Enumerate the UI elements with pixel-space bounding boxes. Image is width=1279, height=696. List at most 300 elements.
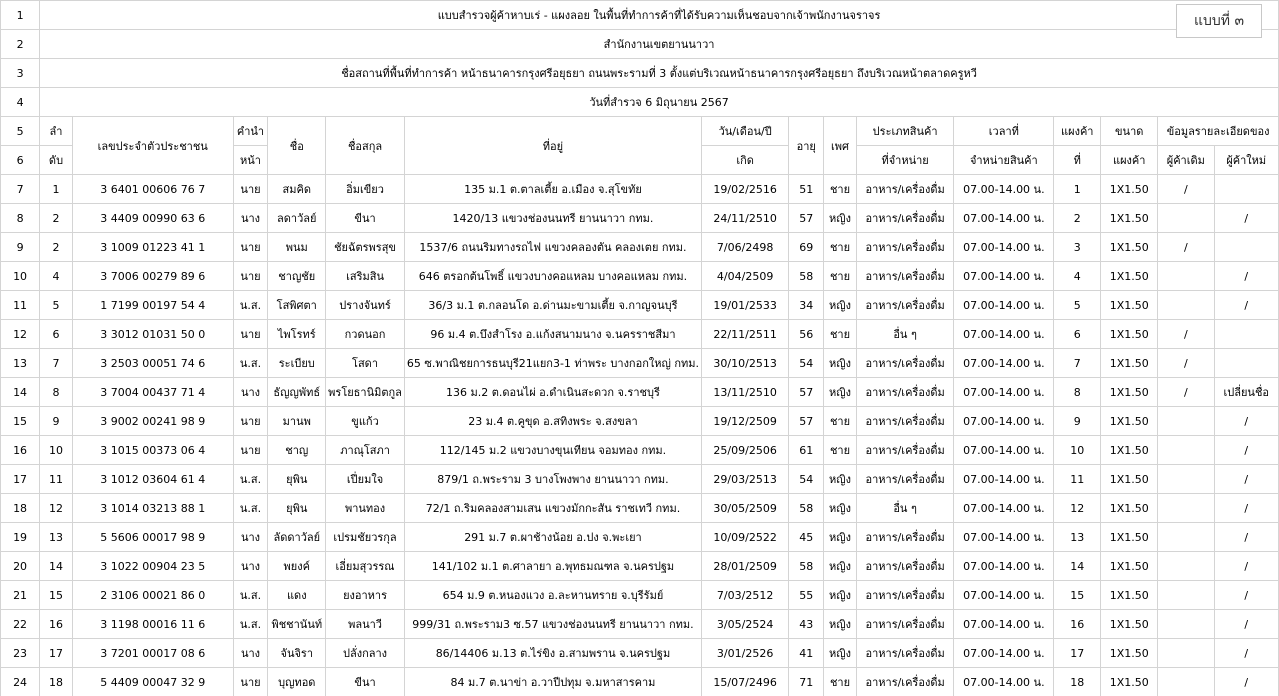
cell-seq[interactable]: 11 — [40, 465, 73, 494]
cell-first[interactable]: บุญทอด — [268, 668, 326, 696]
cell-dob[interactable]: 30/10/2513 — [702, 349, 789, 378]
cell-prefix[interactable]: น.ส. — [233, 465, 268, 494]
cell-time[interactable]: 07.00-14.00 น. — [954, 291, 1054, 320]
cell-address[interactable]: 84 ม.7 ต.นาข่า อ.วาปีปทุม จ.มหาสารคาม — [404, 668, 701, 696]
cell-address[interactable]: 112/145 ม.2 แขวงบางขุนเทียน จอมทอง กทม. — [404, 436, 701, 465]
header-address[interactable]: ที่อยู่ — [404, 117, 701, 175]
cell-address[interactable]: 1537/6 ถนนริมทางรถไฟ แขวงคลองตัน คลองเตย กทม. — [404, 233, 701, 262]
cell-time[interactable]: 07.00-14.00 น. — [954, 639, 1054, 668]
cell-sex[interactable]: หญิง — [824, 523, 856, 552]
cell-prefix[interactable]: นาง — [233, 639, 268, 668]
cell-seq[interactable]: 14 — [40, 552, 73, 581]
cell-new[interactable] — [1214, 233, 1278, 262]
row-header[interactable]: 9 — [1, 233, 40, 262]
row-header[interactable]: 13 — [1, 349, 40, 378]
cell-last[interactable]: อิ่มเขียว — [326, 175, 405, 204]
header-goods-top[interactable]: ประเภทสินค้า — [856, 117, 954, 146]
cell-age[interactable]: 54 — [789, 465, 824, 494]
cell-sex[interactable]: ชาย — [824, 233, 856, 262]
cell-first[interactable]: ลดาวัลย์ — [268, 204, 326, 233]
cell-seq[interactable]: 17 — [40, 639, 73, 668]
cell-size[interactable]: 1X1.50 — [1101, 233, 1158, 262]
cell-id[interactable]: 3 2503 00051 74 6 — [72, 349, 233, 378]
cell-address[interactable]: 654 ม.9 ต.หนองแวง อ.ละหานทราย จ.บุรีรัมย์ — [404, 581, 701, 610]
cell-last[interactable]: พรโยธานิมิตกูล — [326, 378, 405, 407]
cell-new[interactable]: เปลี่ยนชื่อ — [1214, 378, 1278, 407]
header-stall-bottom[interactable]: ที่ — [1054, 146, 1101, 175]
header-last-name[interactable]: ชื่อสกุล — [326, 117, 405, 175]
cell-time[interactable]: 07.00-14.00 น. — [954, 668, 1054, 696]
cell-dob[interactable]: 7/03/2512 — [702, 581, 789, 610]
cell-seq[interactable]: 15 — [40, 581, 73, 610]
cell-dob[interactable]: 7/06/2498 — [702, 233, 789, 262]
cell-old[interactable]: / — [1158, 320, 1214, 349]
cell-sex[interactable]: หญิง — [824, 494, 856, 523]
cell-address[interactable]: 291 ม.7 ต.ผาช้างน้อย อ.ปง จ.พะเยา — [404, 523, 701, 552]
cell-time[interactable]: 07.00-14.00 น. — [954, 494, 1054, 523]
cell-address[interactable]: 96 ม.4 ต.บึงสำโรง อ.แก้งสนามนาง จ.นครราชสีมา — [404, 320, 701, 349]
cell-address[interactable]: 1420/13 แขวงช่องนนทรี ยานนาวา กทม. — [404, 204, 701, 233]
cell-time[interactable]: 07.00-14.00 น. — [954, 233, 1054, 262]
cell-stall[interactable]: 3 — [1054, 233, 1101, 262]
cell-size[interactable]: 1X1.50 — [1101, 668, 1158, 696]
cell-dob[interactable]: 19/01/2533 — [702, 291, 789, 320]
cell-stall[interactable]: 4 — [1054, 262, 1101, 291]
cell-new[interactable] — [1214, 320, 1278, 349]
cell-dob[interactable]: 4/04/2509 — [702, 262, 789, 291]
cell-size[interactable]: 1X1.50 — [1101, 523, 1158, 552]
cell-age[interactable]: 61 — [789, 436, 824, 465]
cell-last[interactable]: ยงอาหาร — [326, 581, 405, 610]
header-time-bottom[interactable]: จำหน่ายสินค้า — [954, 146, 1054, 175]
cell-last[interactable]: พานทอง — [326, 494, 405, 523]
cell-sex[interactable]: ชาย — [824, 436, 856, 465]
cell-first[interactable]: ธัญญพัทธ์ — [268, 378, 326, 407]
cell-seq[interactable]: 8 — [40, 378, 73, 407]
cell-address[interactable]: 879/1 ถ.พระราม 3 บางโพงพาง ยานนาวา กทม. — [404, 465, 701, 494]
cell-size[interactable]: 1X1.50 — [1101, 349, 1158, 378]
cell-prefix[interactable]: นาย — [233, 668, 268, 696]
cell-dob[interactable]: 10/09/2522 — [702, 523, 789, 552]
header-first-name[interactable]: ชื่อ — [268, 117, 326, 175]
cell-id[interactable]: 2 3106 00021 86 0 — [72, 581, 233, 610]
header-size-top[interactable]: ขนาด — [1101, 117, 1158, 146]
row-header[interactable]: 14 — [1, 378, 40, 407]
cell-time[interactable]: 07.00-14.00 น. — [954, 552, 1054, 581]
row-header[interactable]: 21 — [1, 581, 40, 610]
cell-dob[interactable]: 3/05/2524 — [702, 610, 789, 639]
cell-new[interactable]: / — [1214, 436, 1278, 465]
cell-id[interactable]: 3 7201 00017 08 6 — [72, 639, 233, 668]
cell-stall[interactable]: 2 — [1054, 204, 1101, 233]
cell-time[interactable]: 07.00-14.00 น. — [954, 349, 1054, 378]
header-goods-bottom[interactable]: ที่จำหน่าย — [856, 146, 954, 175]
cell-first[interactable]: แดง — [268, 581, 326, 610]
cell-id[interactable]: 3 7006 00279 89 6 — [72, 262, 233, 291]
cell-new[interactable]: / — [1214, 610, 1278, 639]
cell-stall[interactable]: 6 — [1054, 320, 1101, 349]
row-header[interactable]: 7 — [1, 175, 40, 204]
cell-first[interactable]: ระเบียบ — [268, 349, 326, 378]
cell-prefix[interactable]: น.ส. — [233, 494, 268, 523]
cell-stall[interactable]: 7 — [1054, 349, 1101, 378]
cell-age[interactable]: 43 — [789, 610, 824, 639]
header-new-vendor[interactable]: ผู้ค้าใหม่ — [1214, 146, 1278, 175]
cell-first[interactable]: จันจิรา — [268, 639, 326, 668]
cell-new[interactable]: / — [1214, 291, 1278, 320]
cell-goods[interactable]: อาหาร/เครื่องดื่ม — [856, 175, 954, 204]
cell-old[interactable] — [1158, 407, 1214, 436]
header-prefix-top[interactable]: คำนำ — [233, 117, 268, 146]
cell-prefix[interactable]: น.ส. — [233, 610, 268, 639]
cell-last[interactable]: เปรมชัยวรกุล — [326, 523, 405, 552]
cell-address[interactable]: 86/14406 ม.13 ต.ไร่ขิง อ.สามพราน จ.นครปฐม — [404, 639, 701, 668]
header-old-vendor[interactable]: ผู้ค้าเดิม — [1158, 146, 1214, 175]
cell-id[interactable]: 3 1015 00373 06 4 — [72, 436, 233, 465]
cell-first[interactable]: โสพิศตา — [268, 291, 326, 320]
cell-sex[interactable]: ชาย — [824, 407, 856, 436]
cell-id[interactable]: 3 1012 03604 61 4 — [72, 465, 233, 494]
cell-prefix[interactable]: น.ส. — [233, 291, 268, 320]
cell-last[interactable]: พลนาวี — [326, 610, 405, 639]
cell-size[interactable]: 1X1.50 — [1101, 204, 1158, 233]
cell-size[interactable]: 1X1.50 — [1101, 407, 1158, 436]
cell-old[interactable] — [1158, 552, 1214, 581]
cell-new[interactable]: / — [1214, 262, 1278, 291]
cell-seq[interactable]: 12 — [40, 494, 73, 523]
cell-last[interactable]: ขีนา — [326, 668, 405, 696]
header-detail-top[interactable]: ข้อมูลรายละเอียดของ — [1158, 117, 1279, 146]
cell-first[interactable]: ยุพิน — [268, 494, 326, 523]
cell-last[interactable]: เสริมสิน — [326, 262, 405, 291]
cell-seq[interactable]: 7 — [40, 349, 73, 378]
cell-first[interactable]: ชาญชัย — [268, 262, 326, 291]
cell-last[interactable]: ปลั่งกลาง — [326, 639, 405, 668]
cell-seq[interactable]: 10 — [40, 436, 73, 465]
cell-address[interactable]: 65 ซ.พาณิชยการธนบุรี21แยก3-1 ท่าพระ บางกอกใหญ่ กทม. — [404, 349, 701, 378]
cell-size[interactable]: 1X1.50 — [1101, 175, 1158, 204]
cell-sex[interactable]: หญิง — [824, 378, 856, 407]
cell-old[interactable] — [1158, 262, 1214, 291]
cell-stall[interactable]: 14 — [1054, 552, 1101, 581]
cell-time[interactable]: 07.00-14.00 น. — [954, 175, 1054, 204]
cell-new[interactable]: / — [1214, 668, 1278, 696]
cell-dob[interactable]: 22/11/2511 — [702, 320, 789, 349]
cell-new[interactable]: / — [1214, 204, 1278, 233]
row-header[interactable]: 4 — [1, 88, 40, 117]
cell-time[interactable]: 07.00-14.00 น. — [954, 407, 1054, 436]
cell-stall[interactable]: 16 — [1054, 610, 1101, 639]
cell-prefix[interactable]: น.ส. — [233, 349, 268, 378]
cell-first[interactable]: ลัดดาวัลย์ — [268, 523, 326, 552]
row-header[interactable]: 3 — [1, 59, 40, 88]
cell-stall[interactable]: 12 — [1054, 494, 1101, 523]
cell-age[interactable]: 55 — [789, 581, 824, 610]
cell-sex[interactable]: ชาย — [824, 262, 856, 291]
title-cell[interactable]: ชื่อสถานที่พื้นที่ทำการค้า หน้าธนาคารกรุงศรีอยุธยา ถนนพระรามที่ 3 ตั้งแต่บริเวณหน้าธนาคารกรุงศรีอยุธยา ถึงบริเวณหน้าตลาดครูหวี — [40, 59, 1279, 88]
cell-size[interactable]: 1X1.50 — [1101, 320, 1158, 349]
cell-first[interactable]: ยุพิน — [268, 465, 326, 494]
row-header[interactable]: 18 — [1, 494, 40, 523]
cell-address[interactable]: 999/31 ถ.พระราม3 ซ.57 แขวงช่องนนทรี ยานนาวา กทม. — [404, 610, 701, 639]
cell-seq[interactable]: 9 — [40, 407, 73, 436]
cell-age[interactable]: 58 — [789, 262, 824, 291]
cell-dob[interactable]: 13/11/2510 — [702, 378, 789, 407]
cell-last[interactable]: โสดา — [326, 349, 405, 378]
cell-age[interactable]: 34 — [789, 291, 824, 320]
cell-goods[interactable]: อาหาร/เครื่องดื่ม — [856, 233, 954, 262]
cell-new[interactable]: / — [1214, 407, 1278, 436]
cell-dob[interactable]: 19/02/2516 — [702, 175, 789, 204]
cell-time[interactable]: 07.00-14.00 น. — [954, 581, 1054, 610]
cell-old[interactable] — [1158, 639, 1214, 668]
cell-time[interactable]: 07.00-14.00 น. — [954, 465, 1054, 494]
cell-first[interactable]: มานพ — [268, 407, 326, 436]
cell-size[interactable]: 1X1.50 — [1101, 378, 1158, 407]
cell-sex[interactable]: หญิง — [824, 349, 856, 378]
cell-id[interactable]: 3 7004 00437 71 4 — [72, 378, 233, 407]
cell-sex[interactable]: หญิง — [824, 204, 856, 233]
row-header[interactable]: 6 — [1, 146, 40, 175]
cell-dob[interactable]: 28/01/2509 — [702, 552, 789, 581]
cell-age[interactable]: 57 — [789, 407, 824, 436]
cell-size[interactable]: 1X1.50 — [1101, 262, 1158, 291]
cell-size[interactable]: 1X1.50 — [1101, 639, 1158, 668]
cell-time[interactable]: 07.00-14.00 น. — [954, 320, 1054, 349]
cell-goods[interactable]: อาหาร/เครื่องดื่ม — [856, 291, 954, 320]
cell-goods[interactable]: อาหาร/เครื่องดื่ม — [856, 523, 954, 552]
cell-prefix[interactable]: นาย — [233, 262, 268, 291]
cell-prefix[interactable]: นาง — [233, 378, 268, 407]
cell-prefix[interactable]: นาง — [233, 523, 268, 552]
cell-size[interactable]: 1X1.50 — [1101, 465, 1158, 494]
cell-goods[interactable]: อาหาร/เครื่องดื่ม — [856, 610, 954, 639]
cell-prefix[interactable]: น.ส. — [233, 581, 268, 610]
cell-old[interactable] — [1158, 465, 1214, 494]
cell-age[interactable]: 51 — [789, 175, 824, 204]
cell-address[interactable]: 23 ม.4 ต.คูขุด อ.สทิงพระ จ.สงขลา — [404, 407, 701, 436]
cell-time[interactable]: 07.00-14.00 น. — [954, 378, 1054, 407]
cell-address[interactable]: 141/102 ม.1 ต.ศาลายา อ.พุทธมณฑล จ.นครปฐม — [404, 552, 701, 581]
cell-old[interactable] — [1158, 494, 1214, 523]
cell-seq[interactable]: 1 — [40, 175, 73, 204]
cell-last[interactable]: ปรางจันทร์ — [326, 291, 405, 320]
cell-prefix[interactable]: นาง — [233, 204, 268, 233]
row-header[interactable]: 16 — [1, 436, 40, 465]
cell-address[interactable]: 136 ม.2 ต.ดอนไผ่ อ.ดำเนินสะดวก จ.ราชบุรี — [404, 378, 701, 407]
cell-stall[interactable]: 18 — [1054, 668, 1101, 696]
cell-goods[interactable]: อาหาร/เครื่องดื่ม — [856, 552, 954, 581]
header-id[interactable]: เลขประจำตัวประชาชน — [72, 117, 233, 175]
cell-time[interactable]: 07.00-14.00 น. — [954, 523, 1054, 552]
cell-sex[interactable]: ชาย — [824, 175, 856, 204]
cell-age[interactable]: 58 — [789, 552, 824, 581]
cell-prefix[interactable]: นาย — [233, 407, 268, 436]
cell-stall[interactable]: 9 — [1054, 407, 1101, 436]
cell-seq[interactable]: 4 — [40, 262, 73, 291]
cell-goods[interactable]: อาหาร/เครื่องดื่ม — [856, 668, 954, 696]
row-header[interactable]: 8 — [1, 204, 40, 233]
cell-dob[interactable]: 25/09/2506 — [702, 436, 789, 465]
cell-sex[interactable]: หญิง — [824, 581, 856, 610]
cell-goods[interactable]: อาหาร/เครื่องดื่ม — [856, 436, 954, 465]
cell-time[interactable]: 07.00-14.00 น. — [954, 262, 1054, 291]
cell-prefix[interactable]: นาย — [233, 436, 268, 465]
cell-address[interactable]: 135 ม.1 ต.ตาลเตี้ย อ.เมือง จ.สุโขทัย — [404, 175, 701, 204]
title-cell[interactable]: สำนักงานเขตยานนาวา — [40, 30, 1279, 59]
cell-id[interactable]: 3 4409 00990 63 6 — [72, 204, 233, 233]
header-seq-bottom[interactable]: ดับ — [40, 146, 73, 175]
cell-old[interactable] — [1158, 291, 1214, 320]
row-header[interactable]: 5 — [1, 117, 40, 146]
cell-age[interactable]: 57 — [789, 204, 824, 233]
row-header[interactable]: 15 — [1, 407, 40, 436]
cell-id[interactable]: 3 1022 00904 23 5 — [72, 552, 233, 581]
cell-stall[interactable]: 17 — [1054, 639, 1101, 668]
cell-stall[interactable]: 11 — [1054, 465, 1101, 494]
cell-address[interactable]: 72/1 ถ.ริมคลองสามเสน แขวงมักกะสัน ราชเทวี กทม. — [404, 494, 701, 523]
cell-goods[interactable]: อาหาร/เครื่องดื่ม — [856, 262, 954, 291]
cell-old[interactable]: / — [1158, 233, 1214, 262]
row-header[interactable]: 24 — [1, 668, 40, 696]
cell-new[interactable]: / — [1214, 552, 1278, 581]
cell-id[interactable]: 1 7199 00197 54 4 — [72, 291, 233, 320]
cell-prefix[interactable]: นาย — [233, 233, 268, 262]
cell-prefix[interactable]: นาย — [233, 175, 268, 204]
cell-sex[interactable]: หญิง — [824, 291, 856, 320]
cell-goods[interactable]: อื่น ๆ — [856, 494, 954, 523]
cell-old[interactable]: / — [1158, 175, 1214, 204]
cell-old[interactable] — [1158, 523, 1214, 552]
header-age[interactable]: อายุ — [789, 117, 824, 175]
row-header[interactable]: 19 — [1, 523, 40, 552]
cell-last[interactable]: กวดนอก — [326, 320, 405, 349]
cell-seq[interactable]: 6 — [40, 320, 73, 349]
cell-seq[interactable]: 2 — [40, 233, 73, 262]
header-size-bottom[interactable]: แผงค้า — [1101, 146, 1158, 175]
cell-old[interactable] — [1158, 204, 1214, 233]
cell-goods[interactable]: อาหาร/เครื่องดื่ม — [856, 581, 954, 610]
cell-time[interactable]: 07.00-14.00 น. — [954, 610, 1054, 639]
cell-size[interactable]: 1X1.50 — [1101, 436, 1158, 465]
cell-first[interactable]: พนม — [268, 233, 326, 262]
cell-new[interactable]: / — [1214, 581, 1278, 610]
cell-stall[interactable]: 1 — [1054, 175, 1101, 204]
row-header[interactable]: 1 — [1, 1, 40, 30]
cell-old[interactable] — [1158, 436, 1214, 465]
cell-first[interactable]: ไพโรทร์ — [268, 320, 326, 349]
cell-goods[interactable]: อาหาร/เครื่องดื่ม — [856, 204, 954, 233]
cell-id[interactable]: 5 5606 00017 98 9 — [72, 523, 233, 552]
cell-size[interactable]: 1X1.50 — [1101, 494, 1158, 523]
cell-address[interactable]: 36/3 ม.1 ต.กลอนโด อ.ด่านมะขามเตี้ย จ.กาญจนบุรี — [404, 291, 701, 320]
cell-sex[interactable]: ชาย — [824, 320, 856, 349]
header-prefix-bottom[interactable]: หน้า — [233, 146, 268, 175]
cell-new[interactable]: / — [1214, 523, 1278, 552]
row-header[interactable]: 23 — [1, 639, 40, 668]
cell-stall[interactable]: 10 — [1054, 436, 1101, 465]
cell-first[interactable]: พิชชานันท์ — [268, 610, 326, 639]
header-dob-top[interactable]: วัน/เดือน/ปี — [702, 117, 789, 146]
cell-old[interactable] — [1158, 581, 1214, 610]
cell-age[interactable]: 56 — [789, 320, 824, 349]
cell-goods[interactable]: อาหาร/เครื่องดื่ม — [856, 639, 954, 668]
header-seq-top[interactable]: ลำ — [40, 117, 73, 146]
cell-id[interactable]: 5 4409 00047 32 9 — [72, 668, 233, 696]
row-header[interactable]: 11 — [1, 291, 40, 320]
cell-size[interactable]: 1X1.50 — [1101, 581, 1158, 610]
title-cell[interactable]: แบบสำรวจผู้ค้าหาบเร่ - แผงลอย ในพื้นที่ทำการค้าที่ได้รับความเห็นชอบจากเจ้าพนักงานจราจร — [40, 1, 1279, 30]
cell-new[interactable]: / — [1214, 494, 1278, 523]
cell-dob[interactable]: 24/11/2510 — [702, 204, 789, 233]
cell-old[interactable] — [1158, 668, 1214, 696]
cell-time[interactable]: 07.00-14.00 น. — [954, 436, 1054, 465]
cell-old[interactable]: / — [1158, 349, 1214, 378]
cell-last[interactable]: เอี่ยมสุวรรณ — [326, 552, 405, 581]
cell-sex[interactable]: หญิง — [824, 552, 856, 581]
cell-id[interactable]: 3 6401 00606 76 7 — [72, 175, 233, 204]
cell-new[interactable]: / — [1214, 639, 1278, 668]
row-header[interactable]: 2 — [1, 30, 40, 59]
cell-last[interactable]: ขีนา — [326, 204, 405, 233]
row-header[interactable]: 20 — [1, 552, 40, 581]
cell-stall[interactable]: 15 — [1054, 581, 1101, 610]
cell-dob[interactable]: 29/03/2513 — [702, 465, 789, 494]
cell-new[interactable] — [1214, 175, 1278, 204]
cell-stall[interactable]: 5 — [1054, 291, 1101, 320]
cell-age[interactable]: 71 — [789, 668, 824, 696]
cell-dob[interactable]: 15/07/2496 — [702, 668, 789, 696]
header-stall-top[interactable]: แผงค้า — [1054, 117, 1101, 146]
title-cell[interactable]: วันที่สำรวจ 6 มิถุนายน 2567 — [40, 88, 1279, 117]
row-header[interactable]: 22 — [1, 610, 40, 639]
header-sex[interactable]: เพศ — [824, 117, 856, 175]
cell-sex[interactable]: หญิง — [824, 610, 856, 639]
cell-stall[interactable]: 8 — [1054, 378, 1101, 407]
cell-age[interactable]: 57 — [789, 378, 824, 407]
cell-sex[interactable]: หญิง — [824, 465, 856, 494]
row-header[interactable]: 17 — [1, 465, 40, 494]
header-time-top[interactable]: เวลาที่ — [954, 117, 1054, 146]
cell-address[interactable]: 646 ตรอกต้นโพธิ์ แขวงบางคอแหลม บางคอแหลม กทม. — [404, 262, 701, 291]
cell-goods[interactable]: อาหาร/เครื่องดื่ม — [856, 378, 954, 407]
cell-id[interactable]: 3 1009 01223 41 1 — [72, 233, 233, 262]
cell-seq[interactable]: 13 — [40, 523, 73, 552]
cell-new[interactable]: / — [1214, 465, 1278, 494]
cell-id[interactable]: 3 9002 00241 98 9 — [72, 407, 233, 436]
cell-age[interactable]: 45 — [789, 523, 824, 552]
cell-goods[interactable]: อาหาร/เครื่องดื่ม — [856, 407, 954, 436]
cell-first[interactable]: สมคิด — [268, 175, 326, 204]
cell-first[interactable]: ชาญ — [268, 436, 326, 465]
cell-age[interactable]: 41 — [789, 639, 824, 668]
cell-last[interactable]: ภาณุโสภา — [326, 436, 405, 465]
header-dob-bottom[interactable]: เกิด — [702, 146, 789, 175]
cell-dob[interactable]: 19/12/2509 — [702, 407, 789, 436]
cell-old[interactable] — [1158, 610, 1214, 639]
cell-sex[interactable]: ชาย — [824, 668, 856, 696]
cell-seq[interactable]: 16 — [40, 610, 73, 639]
cell-last[interactable]: ชัยฉัตรพรสุข — [326, 233, 405, 262]
cell-seq[interactable]: 2 — [40, 204, 73, 233]
cell-time[interactable]: 07.00-14.00 น. — [954, 204, 1054, 233]
cell-age[interactable]: 54 — [789, 349, 824, 378]
cell-id[interactable]: 3 3012 01031 50 0 — [72, 320, 233, 349]
cell-prefix[interactable]: นาย — [233, 320, 268, 349]
cell-prefix[interactable]: นาง — [233, 552, 268, 581]
cell-new[interactable] — [1214, 349, 1278, 378]
cell-goods[interactable]: อาหาร/เครื่องดื่ม — [856, 465, 954, 494]
